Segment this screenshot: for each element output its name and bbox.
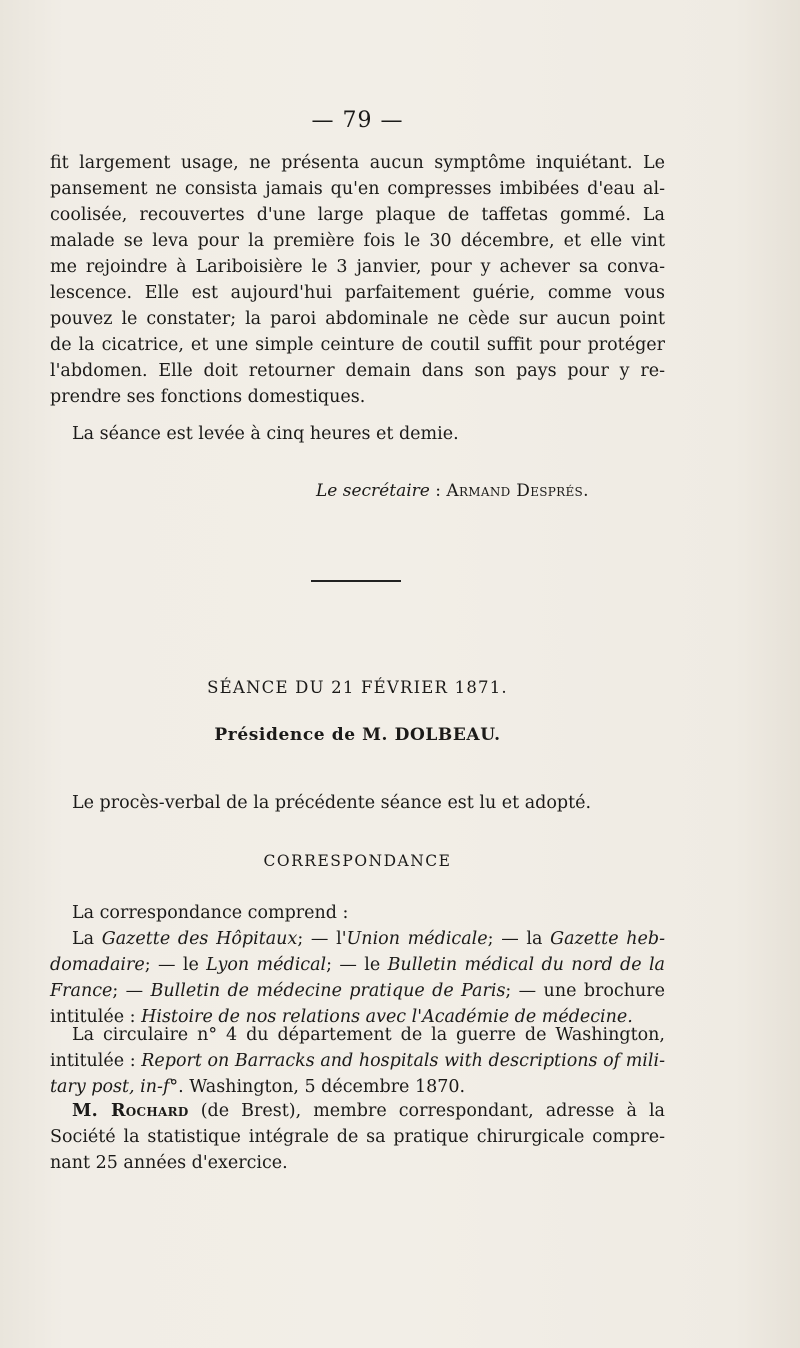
text-line: La correspondance comprend : xyxy=(72,903,349,923)
text-line: Société la statistique intégrale de sa pratique chirurgicale compre- xyxy=(50,1127,665,1147)
correspondance-paragraph xyxy=(50,900,665,1030)
report-title: tary post, in-f° xyxy=(50,1077,179,1097)
text-run: intitulée : xyxy=(50,1007,142,1027)
text-line xyxy=(50,952,665,978)
text-line xyxy=(50,978,665,1004)
journal-title: Gazette des Hôpitaux xyxy=(101,929,298,949)
journal-title: France xyxy=(50,981,113,1001)
text-run: La xyxy=(72,929,102,949)
journal-title: Union médicale xyxy=(346,929,488,949)
section-divider xyxy=(311,580,401,582)
text-line xyxy=(50,1098,665,1124)
signature-separator: : xyxy=(429,481,447,501)
proces-verbal-statement: Le procès-verbal de la précédente séance est lu et adopté. xyxy=(72,793,592,813)
text-line xyxy=(50,1074,665,1100)
text-run: intitulée : xyxy=(50,1051,142,1071)
seance-closed-statement: La séance est levée à cinq heures et demie. xyxy=(72,424,459,444)
journal-title: Lyon médical xyxy=(206,955,327,975)
text-run: ; — l' xyxy=(297,929,347,949)
text-run: . Washington, 5 décembre 1870. xyxy=(178,1077,466,1097)
paragraph-continuation xyxy=(50,150,665,410)
journal-title: Bulletin de médecine pratique de Paris xyxy=(150,981,506,1001)
text-line: me rejoindre à Lariboisière le 3 janvier, pour y achever sa conva- xyxy=(50,257,665,277)
text-line: pouvez le constater; la paroi abdominale ne cède sur aucun point xyxy=(50,309,665,329)
text-line: pansement ne consista jamais qu'en compresses imbibées d'eau al- xyxy=(50,179,665,199)
brochure-title: Histoire de nos relations avec l'Académie de médecine. xyxy=(141,1007,633,1027)
text-line: prendre ses fonctions domestiques. xyxy=(50,387,366,407)
text-line: nant 25 années d'exercice. xyxy=(50,1153,288,1173)
text-run: ; — le xyxy=(144,955,207,975)
report-title: Report on Barracks and hospitals with descriptions of mili- xyxy=(141,1051,665,1071)
text-run: ; — une brochure xyxy=(505,981,665,1001)
journal-title: Gazette heb- xyxy=(550,929,665,949)
text-line: l'abdomen. Elle doit retourner demain dans son pays pour y re- xyxy=(50,361,665,381)
text-line: fit largement usage, ne présenta aucun symptôme inquiétant. Le xyxy=(50,153,665,173)
text-run: ; — la xyxy=(487,929,551,949)
journal-title: Bulletin médical du nord de la xyxy=(387,955,665,975)
text-run: ; — le xyxy=(326,955,388,975)
page-number: — 79 — xyxy=(311,108,404,133)
seance-title: SÉANCE DU 21 FÉVRIER 1871. xyxy=(207,678,508,697)
text-line: coolisée, recouvertes d'une large plaque de taffetas gommé. La xyxy=(50,205,665,225)
journal-title: domadaire xyxy=(50,955,145,975)
text-line: La circulaire n° 4 du département de la guerre de Washington, xyxy=(72,1025,665,1045)
text-run: ; — xyxy=(112,981,151,1001)
signature-name: Armand Després. xyxy=(446,481,589,501)
signature-label: Le secrétaire xyxy=(316,481,430,501)
secretary-signature xyxy=(316,481,589,501)
text-line: lescence. Elle est aujourd'hui parfaitement guérie, comme vous xyxy=(50,283,665,303)
text-line: de la cicatrice, et une simple ceinture de coutil suffit pour protéger xyxy=(50,335,665,355)
correspondance-heading: CORRESPONDANCE xyxy=(263,852,452,870)
text-line: malade se leva pour la première fois le 30 décembre, et elle vint xyxy=(50,231,665,251)
text-line xyxy=(50,1048,665,1074)
circulaire-paragraph xyxy=(50,1022,665,1100)
text-run: (de Brest), membre correspondant, adresse à la xyxy=(188,1101,665,1121)
text-line xyxy=(50,926,665,952)
presidence-heading: Présidence de M. DOLBEAU. xyxy=(214,725,501,745)
member-name: M. Rochard xyxy=(72,1101,189,1121)
rochard-paragraph xyxy=(50,1098,665,1176)
